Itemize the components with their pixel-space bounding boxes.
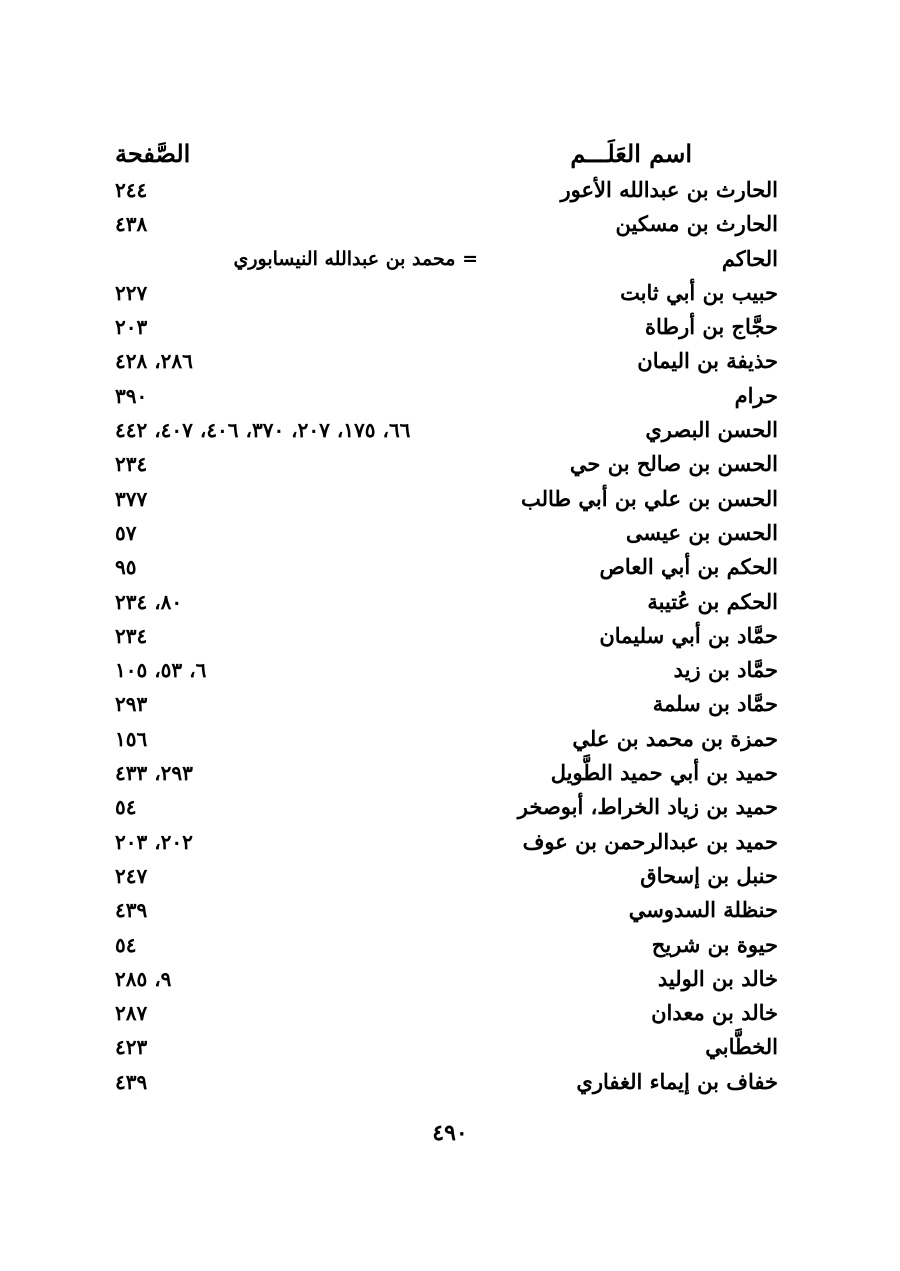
entry-name: حميد بن أبي حميد الطَّويل (550, 760, 778, 786)
index-entry (115, 413, 778, 447)
entry-name: الحسن بن عيسى (625, 519, 778, 545)
index-header (115, 136, 778, 172)
entry-cross-reference: = محمد بن عبدالله النيسابوري (233, 247, 478, 270)
index-entry (115, 928, 778, 962)
entry-name: حمَّاد بن سلمة (652, 691, 778, 717)
entry-name: حرام (734, 382, 778, 408)
index-entry (115, 653, 778, 687)
index-entry (115, 1030, 778, 1064)
index-entry (115, 482, 778, 516)
index-entry (115, 310, 778, 344)
entry-pages: ٢٣٤ (115, 623, 148, 648)
entry-name: الحاكم (721, 245, 778, 271)
entry-name: حبيب بن أبي ثابت (620, 279, 778, 305)
entry-name: حجَّاج بن أرطاة (644, 314, 778, 340)
entry-pages: ٤٣٨ (115, 212, 148, 237)
index-entry (115, 687, 778, 721)
entry-name: الحكم بن عُتيبة (647, 588, 778, 614)
entry-pages: ٢٩٣ (115, 692, 148, 717)
name-column-header: اسم العَلَـــم (570, 139, 692, 168)
index-entry (115, 585, 778, 619)
entry-name: حنبل بن إسحاق (640, 862, 778, 888)
index-entry (115, 207, 778, 241)
entry-name: خفاف بن إيماء الغفاري (576, 1068, 778, 1094)
entry-name: الحسن البصري (645, 417, 778, 443)
entry-pages: ٢٠٣ (115, 315, 148, 340)
index-entry (115, 379, 778, 413)
page-column-header: الصَّفحة (115, 139, 191, 168)
entry-pages: ٢٤٧ (115, 863, 148, 888)
entry-pages: ٢٣٤ (115, 452, 148, 477)
entry-name: الحسن بن صالح بن حي (569, 451, 778, 477)
index-entry (115, 619, 778, 653)
entry-pages: ٢٨٧ (115, 1001, 148, 1026)
entry-pages: ٥٤ (115, 932, 137, 957)
entry-pages: ٩، ٢٨٥ (115, 966, 172, 991)
index-entry (115, 893, 778, 927)
entry-pages: ٤٢٣ (115, 1035, 148, 1060)
entry-name: حمزة بن محمد بن علي (572, 725, 778, 751)
index-entry (115, 962, 778, 996)
entry-name: حيوة بن شريح (651, 931, 778, 957)
entry-pages: ٢٨٦، ٤٢٨ (115, 349, 193, 374)
index-entry (115, 996, 778, 1030)
entry-name: الحكم بن أبي العاص (599, 554, 778, 580)
entry-pages: ٢٠٢، ٢٠٣ (115, 829, 193, 854)
entry-pages: ٥٧ (115, 520, 137, 545)
index-entry (115, 344, 778, 378)
entry-name: الحارث بن عبدالله الأعور (560, 177, 778, 202)
entry-name: خالد بن معدان (651, 1000, 778, 1026)
entry-pages: ٢٤٤ (115, 178, 148, 202)
entry-pages: ٣٧٧ (115, 486, 148, 511)
index-entry (115, 825, 778, 859)
index-entry (115, 550, 778, 584)
index-entry (115, 756, 778, 790)
entry-pages: ٢٩٣، ٤٣٣ (115, 761, 193, 786)
entry-pages: ٨٠، ٢٣٤ (115, 589, 183, 614)
entry-pages: ١٥٦ (115, 726, 148, 751)
entry-name: الخطَّابي (705, 1034, 778, 1060)
entry-name: حمَّاد بن أبي سليمان (599, 622, 778, 648)
index-entry (115, 1065, 778, 1099)
index-entry (115, 516, 778, 550)
index-entry (115, 447, 778, 481)
index-entry (115, 722, 778, 756)
entry-pages: ٦، ٥٣، ١٠٥ (115, 658, 207, 683)
entry-name: الحارث بن مسكين (615, 211, 778, 237)
entry-pages: ٤٣٩ (115, 898, 148, 923)
entry-name: خالد بن الوليد (657, 965, 778, 991)
index-entry (115, 276, 778, 310)
entry-name: حمَّاد بن زيد (673, 657, 778, 683)
entry-name: حنظلة السدوسي (628, 897, 778, 923)
entry-name: الحسن بن علي بن أبي طالب (520, 485, 778, 511)
index-entry (115, 859, 778, 893)
entry-pages: ٩٥ (115, 555, 137, 580)
index-entry (115, 242, 778, 276)
entry-pages: ٦٦، ١٧٥، ٢٠٧، ٣٧٠، ٤٠٦، ٤٠٧، ٤٤٢ (115, 418, 411, 443)
entry-name: حميد بن زياد الخراط، أبوصخر (517, 794, 778, 820)
entry-name: حذيفة بن اليمان (637, 348, 778, 374)
entry-pages: ٤٣٩ (115, 1069, 148, 1094)
entry-pages: ٢٢٧ (115, 280, 148, 305)
index-entries (115, 173, 778, 1099)
entry-pages: ٥٤ (115, 795, 137, 820)
page-number: ٤٩٠ (432, 1120, 468, 1146)
entry-pages: ٣٩٠ (115, 383, 148, 408)
entry-name: حميد بن عبدالرحمن بن عوف (522, 828, 778, 854)
index-entry (115, 173, 778, 207)
index-entry (115, 790, 778, 824)
